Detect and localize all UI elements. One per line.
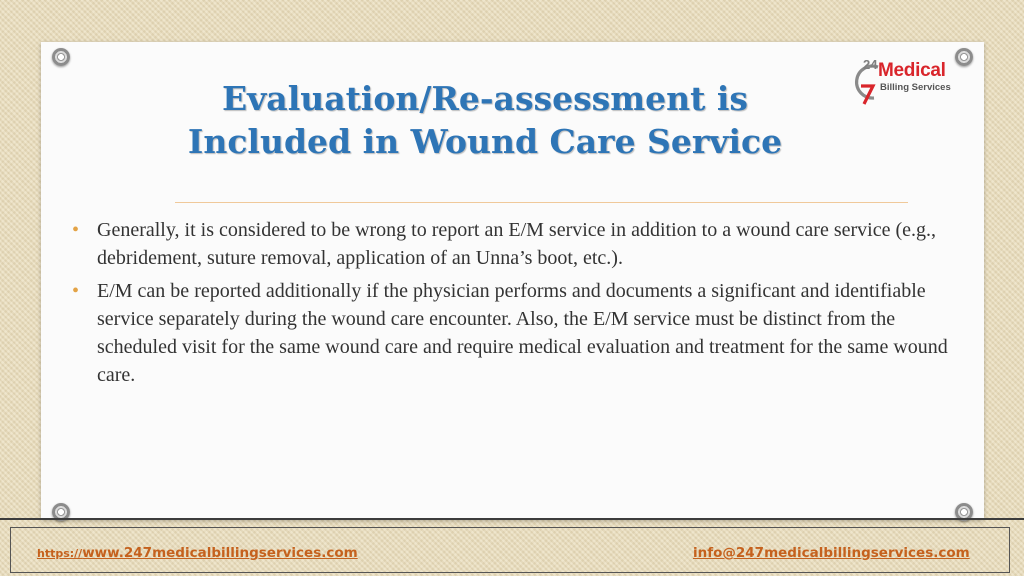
pin-icon	[52, 48, 70, 66]
logo-name: Medical	[878, 60, 946, 81]
bullet-list	[72, 216, 952, 394]
logo-number: 24	[863, 57, 878, 72]
website-link[interactable]	[37, 545, 358, 561]
website-domain: www.247medicalbillingservices.com	[82, 545, 358, 561]
list-item	[72, 277, 952, 389]
title-line-1: Evaluation/Re-assessment is	[221, 79, 749, 118]
bullet-icon: •	[72, 280, 80, 302]
slide-title	[120, 78, 850, 164]
bullet-icon: •	[72, 219, 80, 241]
title-divider	[175, 202, 908, 203]
email-link[interactable]: info@247medicalbillingservices.com	[693, 545, 970, 561]
logo-tagline: Billing Services	[880, 82, 951, 93]
footer-bar	[0, 518, 1024, 576]
footer-frame	[10, 527, 1010, 573]
company-logo	[852, 58, 972, 108]
website-prefix: https://	[37, 547, 83, 560]
bullet-text: Generally, it is considered to be wrong to report an E/M service in addition to a wound care service (e.g., debridement, suture removal, application of an Unna’s boot, etc.).	[97, 219, 936, 269]
title-line-2: Included in Wound Care Service	[187, 121, 783, 161]
bullet-text: E/M can be reported additionally if the physician performs and documents a significant and identifiable service separately during the wound care encounter. Also, the E/M service must be distinct from the scheduled visit for the same wound care and require medical evaluation and treatment for the same wound care.	[97, 280, 948, 386]
list-item	[72, 216, 952, 272]
